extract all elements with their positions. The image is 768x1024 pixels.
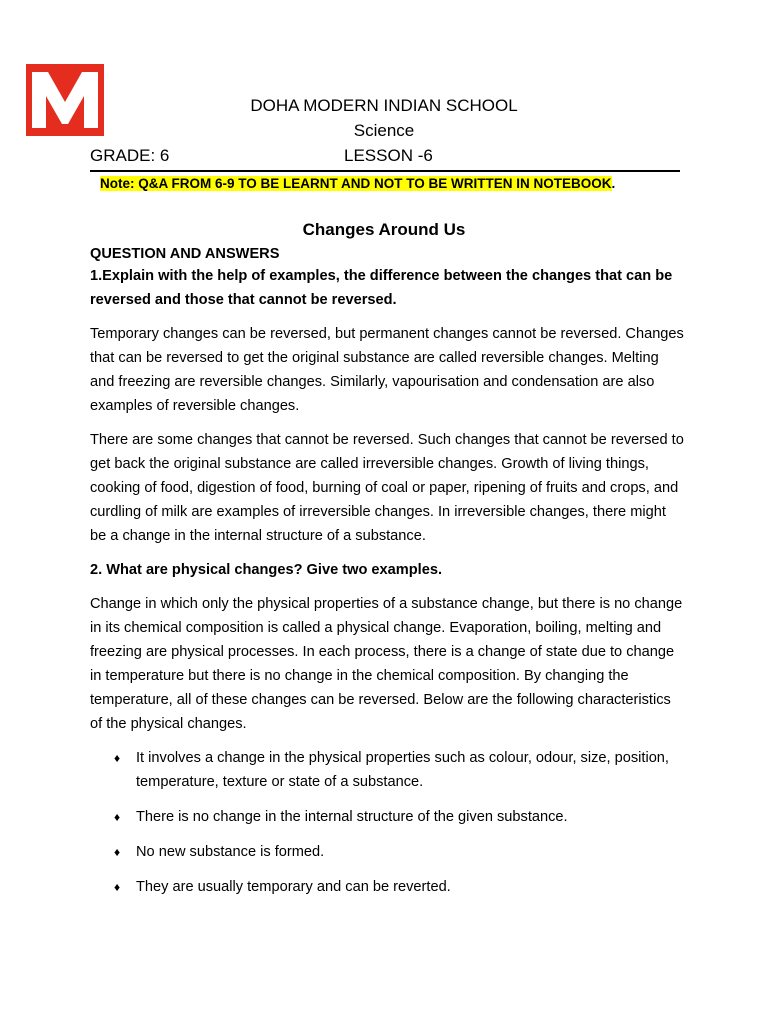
list-item <box>90 746 685 794</box>
list-item <box>90 805 685 829</box>
note-highlight: Note: Q&A FROM 6-9 TO BE LEARNT AND NOT TO BE WRITTEN IN NOTEBOOK <box>100 176 612 191</box>
diamond-bullet-icon: ♦ <box>114 751 121 765</box>
answer-2-paragraph: Change in which only the physical properties of a substance change, but there is no change in its chemical composition is called a physical change. Evaporation, boiling, melting and freezing are physical processes. In each process, there is a change of state due to change in temperature but there is no change in the chemical composition. By changing the temperature, all of these changes can be reversed. Below are the following characteristics of the physical changes. <box>90 596 683 732</box>
list-item <box>90 875 685 899</box>
diamond-bullet-icon: ♦ <box>114 810 121 824</box>
question-1: 1.Explain with the help of examples, the difference between the changes that can be reversed and those that cannot be reversed. <box>90 268 673 308</box>
diamond-bullet-icon: ♦ <box>114 845 121 859</box>
characteristics-list <box>90 746 685 899</box>
school-name: DOHA MODERN INDIAN SCHOOL <box>250 96 518 115</box>
list-item-text: They are usually temporary and can be reverted. <box>136 879 451 895</box>
subject-name: Science <box>353 121 415 140</box>
study-note <box>100 174 615 193</box>
diamond-bullet-icon: ♦ <box>114 880 121 894</box>
list-item-text: No new substance is formed. <box>136 844 325 860</box>
page-title: Changes Around Us <box>302 220 466 239</box>
list-item-text: It involves a change in the physical properties such as colour, odour, size, position, temperature, texture or state of a substance. <box>136 750 669 790</box>
document-body <box>90 244 685 910</box>
list-item-text: There is no change in the internal structure of the given substance. <box>136 809 568 825</box>
header-divider <box>90 170 680 172</box>
lesson-label: LESSON -6 <box>344 146 433 165</box>
question-2: 2. What are physical changes? Give two examples. <box>90 562 443 578</box>
section-heading: QUESTION AND ANSWERS <box>90 246 280 262</box>
list-item <box>90 840 685 864</box>
grade-label: GRADE: 6 <box>90 146 170 165</box>
answer-1-paragraph-1: Temporary changes can be reversed, but permanent changes cannot be reversed. Changes that can be reversed to get the original substance are called reversible changes. Melting and freezing are reversible changes. Similarly, vapourisation and condensation are also examples of reversible changes. <box>90 326 684 414</box>
note-period: . <box>611 176 616 191</box>
answer-1-paragraph-2: There are some changes that cannot be reversed. Such changes that cannot be reversed to get back the original substance are called irreversible changes. Growth of living things, cooking of food, digestion of food, burning of coal or paper, ripening of fruits and crops, and curdling of milk are examples of irreversible changes. In irreversible changes, there might be a change in the internal structure of a substance. <box>90 432 684 544</box>
